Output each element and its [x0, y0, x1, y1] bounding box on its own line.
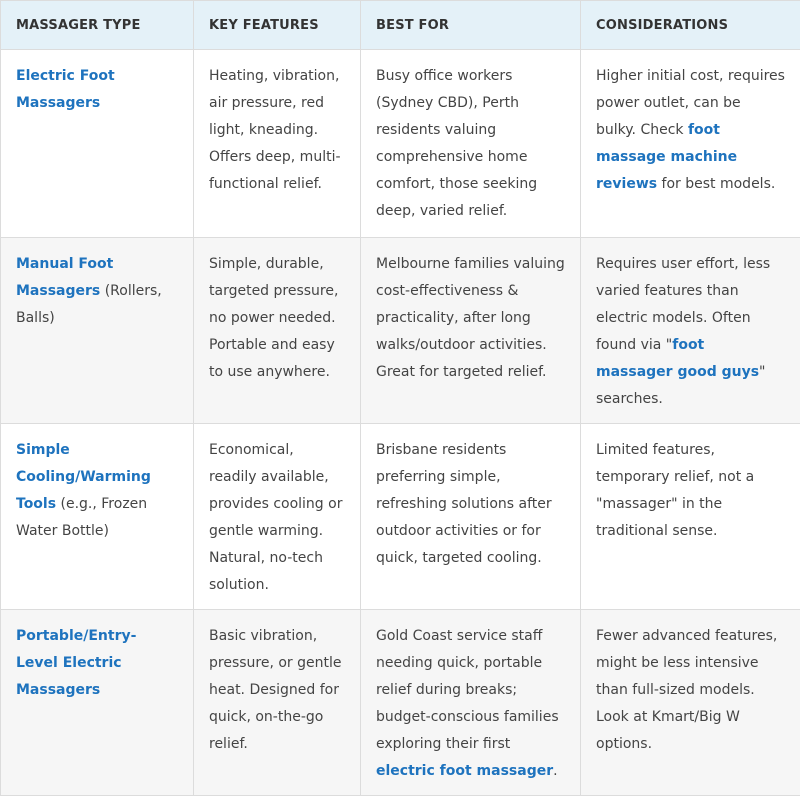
key-features-cell: Simple, durable, targeted pressure, no power needed. Portable and easy to use anywhere. [194, 238, 361, 424]
massager-type-cell [1, 424, 194, 610]
considerations-text-end: for best models. [657, 176, 775, 192]
massager-type-link[interactable]: Simple Cooling/Warming Tools [16, 442, 151, 512]
considerations-text: Limited features, temporary relief, not a "massager" in the traditional sense. [596, 442, 754, 539]
massager-type-cell [1, 610, 194, 796]
considerations-text: Higher initial cost, requires power outlet, can be bulky. Check [596, 68, 785, 138]
header-best-for: BEST FOR [361, 1, 581, 50]
best-for-text: Melbourne families valuing cost-effectiveness & practicality, after long walks/outdoor activities. Great for targeted relief. [376, 256, 565, 380]
best-for-cell [361, 610, 581, 796]
table-row [1, 424, 800, 610]
considerations-text: Requires user effort, less varied features than electric models. Often found via " [596, 256, 770, 353]
best-for-cell [361, 50, 581, 238]
considerations-cell [581, 610, 800, 796]
best-for-text-end: . [553, 763, 557, 779]
header-row [1, 1, 800, 50]
considerations-link[interactable]: foot massage machine reviews [596, 122, 737, 192]
header-massager-type: MASSAGER TYPE [1, 1, 194, 50]
best-for-text: Gold Coast service staff needing quick, portable relief during breaks; budget-conscious families exploring their first [376, 628, 559, 752]
table-row [1, 610, 800, 796]
table-row [1, 50, 800, 238]
massager-type-cell [1, 50, 194, 238]
considerations-text-end: " searches. [596, 364, 766, 407]
best-for-text: Busy office workers (Sydney CBD), Perth residents valuing comprehensive home comfort, those seeking deep, varied relief. [376, 68, 537, 219]
best-for-cell [361, 424, 581, 610]
best-for-link[interactable]: electric foot massager [376, 763, 553, 779]
massager-type-note: (e.g., Frozen Water Bottle) [16, 496, 147, 539]
header-considerations: CONSIDERATIONS [581, 1, 800, 50]
considerations-link[interactable]: foot massager good guys [596, 337, 759, 380]
massager-type-note: (Rollers, Balls) [16, 283, 162, 326]
massager-type-link[interactable]: Electric Foot Massagers [16, 68, 115, 111]
considerations-cell [581, 424, 800, 610]
considerations-text: Fewer advanced features, might be less intensive than full-sized models. Look at Kmart/Big W options. [596, 628, 777, 752]
massager-type-cell [1, 238, 194, 424]
key-features-cell: Heating, vibration, air pressure, red light, kneading. Offers deep, multi-functional relief. [194, 50, 361, 238]
best-for-cell [361, 238, 581, 424]
table-row [1, 238, 800, 424]
massager-type-link[interactable]: Manual Foot Massagers [16, 256, 113, 299]
considerations-cell [581, 50, 800, 238]
best-for-text: Brisbane residents preferring simple, refreshing solutions after outdoor activities or for quick, targeted cooling. [376, 442, 552, 566]
massager-type-link[interactable]: Portable/Entry-Level Electric Massagers [16, 628, 136, 698]
key-features-cell: Economical, readily available, provides cooling or gentle warming. Natural, no-tech solution. [194, 424, 361, 610]
header-key-features: KEY FEATURES [194, 1, 361, 50]
considerations-cell [581, 238, 800, 424]
key-features-cell: Basic vibration, pressure, or gentle heat. Designed for quick, on-the-go relief. [194, 610, 361, 796]
